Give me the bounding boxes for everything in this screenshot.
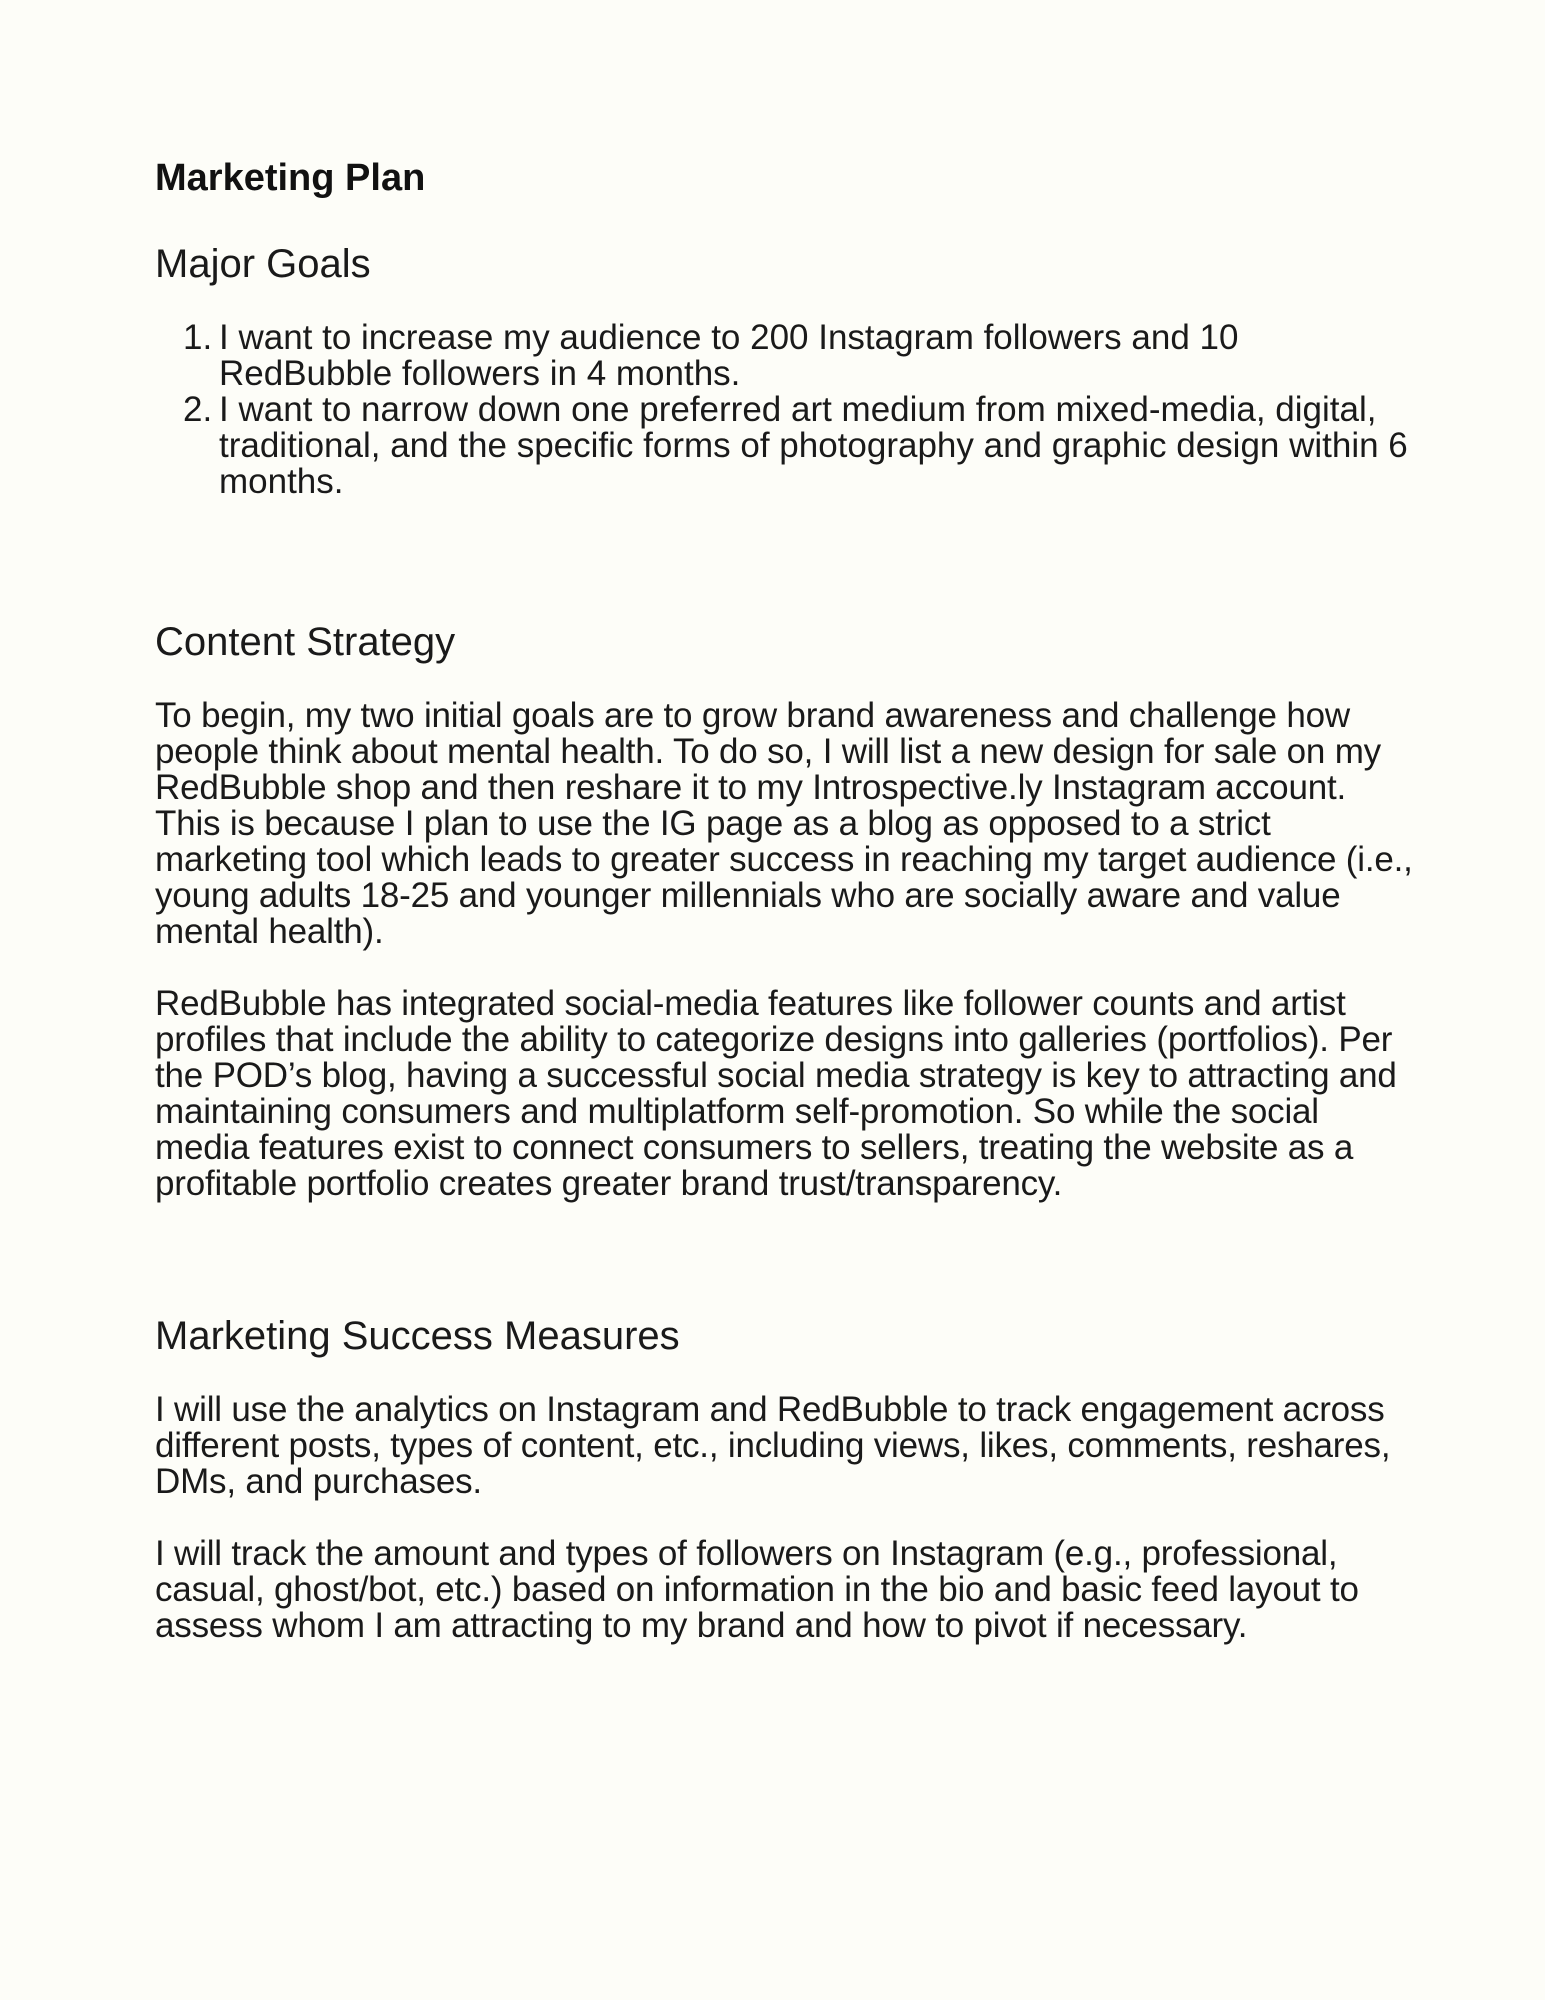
section-content-strategy — [155, 614, 1415, 1202]
paragraph: To begin, my two initial goals are to grow brand awareness and challenge how people think about mental health. To do so, I will list a new design for sale on my RedBubble shop and then reshare it to my Introspective.ly Instagram account. This is because I plan to use the IG page as a blog as opposed to a strict marketing tool which leads to greater success in reaching my target audience (i.e., young adults 18-25 and younger millennials who are socially aware and value mental health). — [155, 696, 1413, 951]
goals-list — [155, 320, 1415, 500]
paragraph: I will use the analytics on Instagram and RedBubble to track engagement across different posts, types of content, etc., including views, likes, comments, reshares, DMs, and purchases. — [155, 1390, 1391, 1501]
section-heading: Content Strategy — [155, 620, 456, 664]
section-heading: Major Goals — [155, 242, 371, 286]
paragraph: I will track the amount and types of followers on Instagram (e.g., professional, casual, ghost/bot, etc.) based on information in the bio and basic feed layout to assess whom I am attracting to my brand and how to pivot if necessary. — [155, 1534, 1359, 1645]
spacer — [155, 1238, 1415, 1308]
list-item: I want to increase my audience to 200 Instagram followers and 10 RedBubble followers in 4 months. — [219, 318, 1239, 393]
spacer — [155, 500, 1415, 614]
section-marketing-success-measures — [155, 1308, 1415, 1644]
paragraph: RedBubble has integrated social-media features like follower counts and artist profiles that include the ability to categorize designs into galleries (portfolios). Per the POD’s blog, having a successful social media strategy is key to attracting and maintaining consumers and multiplatform self-promotion. So while the social media features exist to connect consumers to sellers, treating the website as a profitable portfolio creates greater brand trust/transparency. — [155, 984, 1397, 1203]
document-title: Marketing Plan — [155, 157, 426, 199]
section-heading: Marketing Success Measures — [155, 1314, 680, 1358]
section-major-goals — [155, 236, 1415, 500]
document-page — [155, 150, 1415, 1680]
list-item: I want to narrow down one preferred art medium from mixed-media, digital, traditional, and the specific forms of photography and graphic design within 6 months. — [219, 390, 1408, 501]
